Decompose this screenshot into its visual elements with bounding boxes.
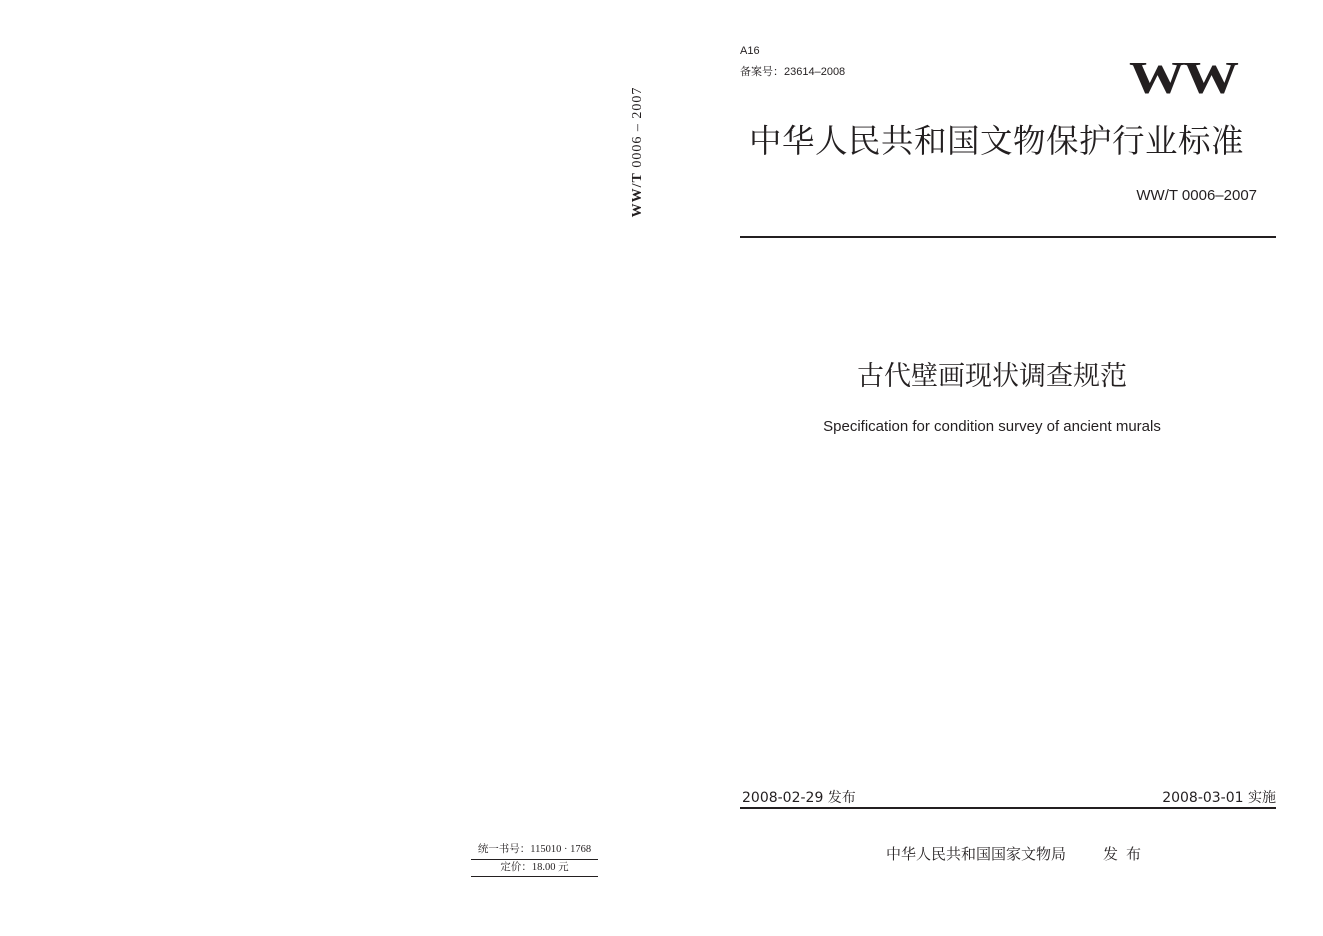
ww-logo: WW — [1129, 52, 1237, 104]
top-divider — [740, 236, 1276, 238]
spine-code-prefix: WW/T — [630, 172, 645, 218]
book-price: 定价：18.00 元 — [471, 860, 598, 877]
spine-code-number: 0006 – 2007 — [630, 86, 645, 168]
filing-number: 备案号：23614–2008 — [740, 66, 846, 78]
implementation-date: 2008-03-01 实施 — [1162, 790, 1276, 806]
book-info — [471, 842, 598, 877]
classification-code: A16 — [740, 45, 760, 57]
document-title-en: Specification for condition survey of ancient murals — [823, 418, 1161, 435]
issuer-name: 中华人民共和国国家文物局 — [886, 845, 1067, 863]
issuer-action: 发布 — [1103, 845, 1150, 863]
bottom-divider — [740, 807, 1276, 809]
document-title-zh: 古代壁画现状调查规范 — [857, 361, 1127, 392]
industry-standard-title: 中华人民共和国文物保护行业标准 — [749, 122, 1245, 160]
spine-standard-code — [630, 87, 646, 218]
standard-number: WW/T 0006–2007 — [1136, 187, 1257, 204]
issue-date: 2008-02-29 发布 — [742, 790, 856, 806]
book-number: 统一书号：115010 · 1768 — [471, 842, 598, 860]
